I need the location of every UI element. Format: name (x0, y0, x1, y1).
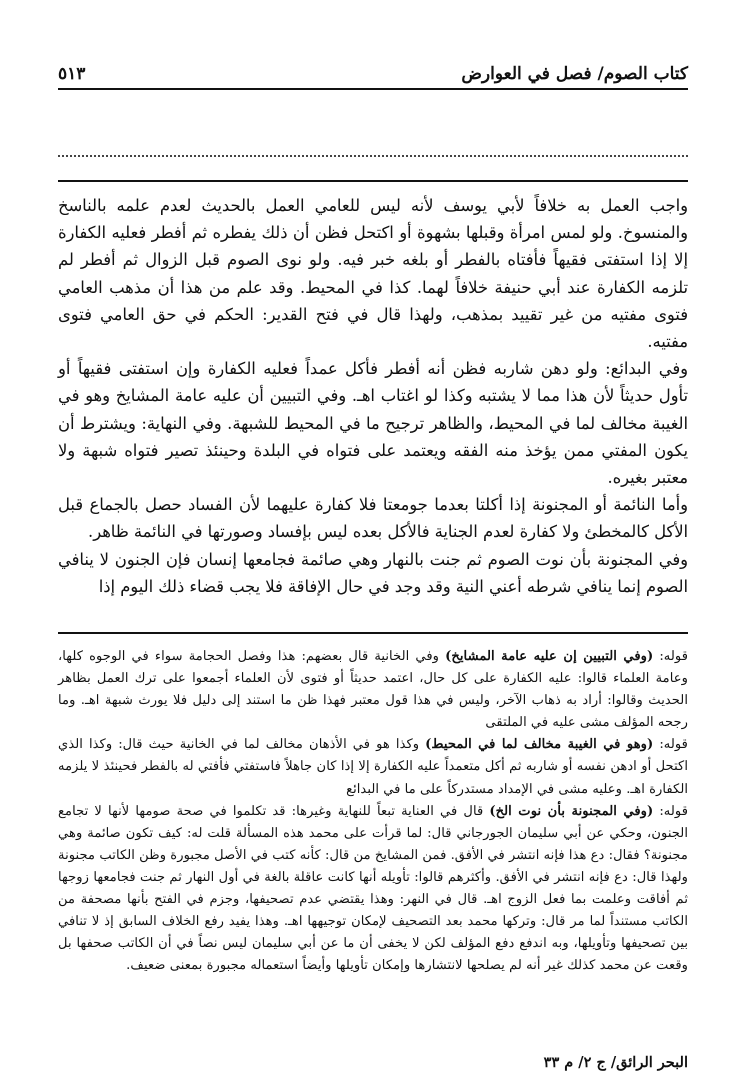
main-paragraph: وفي المجنونة بأن نوت الصوم ثم جنت بالنهار وهي صائمة فجامعها إنسان فإن الجنون لا ينافي الصوم إنما ينافي شرطه أعني النية وقد وجد في حال الإفاقة فلا يجب قضاء ذلك اليوم إذا (58, 549, 688, 596)
main-paragraph: واجب العمل به خلافاً لأبي يوسف لأنه ليس للعامي العمل بالحديث لعدم علمه بالناسخ والمنسوخ. ولو لمس امرأة وقبلها بشهوة أو اكتحل فظن أن ذلك يفطره ثم أفطر فعليه الكفارة إلا إذا استفتى فقيهاً فأفتاه بالفطر أو بلغه خبر فيه. ولو نوى الصوم قبل الزوال ثم أفطر لم تلزمه الكفارة عند أبي حنيفة خلافاً لهما. كذا في المحيط. وقد علم من هذا أن مذهب العامي فتوى مفتيه من غير تقييد بمذهب، ولهذا قال في فتح القدير: الحكم في حق العامي فتوى مفتيه. (58, 196, 688, 352)
chapter-title: كتاب الصوم/ فصل في العوارض (461, 64, 688, 84)
main-paragraph: وأما النائمة أو المجنونة إذا أكلتا بعدما جومعتا فلا كفارة عليهما لأن الفساد حصل بالجماع قبل الأكل كالمخطئ ولا كفارة لعدم الجناية فالأكل بعده ليس بإفساد وصورتها في النائمة ظاهر. (58, 495, 688, 542)
page-number: ٥١٣ (58, 64, 86, 84)
text-top-rule (58, 180, 688, 182)
note-text: قال في العناية تبعاً للنهاية وغيرها: قد تكلموا في صحة صومها لأنها لا تجامع الجنون، وحكي عن أبي سليمان الجورجاني قال: لما قرأت على محمد هذه المسألة قلت له: كيف تكون صائمة وهي مجنونة؟ فقال: دع هذا فإنه انتشر في الأفق. فمن المشايخ من قال: كأنه كتب في الأصل مجبورة وظن الكاتب مجنونة ولهذا قال: دع فإنه انتشر في الأفق. وأكثرهم قالوا: تأويله أنها كانت عاقلة بالغة في أول النهار ثم جنت فجامعها زوجها ثم أفاقت وعلمت بما فعل الزوج اهـ. قال في النهر: وهذا يقتضي عدم تصحيفها، وجزم في الفتح بأنها مصحفة من الكاتب مستنداً لما مر قال: وتركها محمد بعد التصحيف لإمكان توجيهها اهـ. وهذا يفيد رفع الخلاف السابق إذ لا تنافي بين تصحيفها وتأويلها، وبه اندفع دفع المؤلف لكن لا يخفى أن ما عن أبي سليمان ليس نصاً في أن الكاتب صحفها بل وقعت عن محمد كذلك غير أنه لم يصلحها لانتشارها وإمكان تأويلها وأيضاً استعماله مجبورة بمعنى ضعيف. (58, 803, 688, 974)
document-page (58, 52, 688, 1082)
commentary-note (58, 734, 688, 800)
note-keyword: (وهو في الغيبة مخالف لما في المحيط) (425, 737, 654, 753)
footnote-separator (58, 632, 688, 634)
main-text (58, 192, 688, 600)
note-prefix: قوله: (653, 649, 689, 664)
note-keyword: (وفي التبيين إن عليه عامة المشايخ) (445, 649, 654, 664)
dotted-rule (58, 155, 688, 157)
note-text: وفي الخانية قال بعضهم: هذا وفصل الحجامة سواء في الوجوه كلها، وعامة العلماء قالوا: عليه الكفارة على كل حال، اعتمد حديثاً أو فتوى لأن العلماء أجمعوا على ترك العمل بظاهر الحديث وقالوا: أراد به ذهاب الآخر، وليس في هذا قول معتبر فهذا ظن ما استند إلى دليل فلا يورث شبهة اهـ. وما رجحه المؤلف مشى عليه في الملتقى (58, 649, 688, 731)
book-reference: البحر الرائق/ ج ٢/ م ٣٣ (543, 1054, 688, 1071)
note-keyword: (وفي المجنونة بأن نوت الخ) (489, 803, 654, 819)
running-header (58, 52, 688, 84)
main-paragraph: وفي البدائع: ولو دهن شاربه فظن أنه أفطر فأكل عمداً فعليه الكفارة وإن استفتى فقيهاً أو تأول حديثاً لأن هذا مما لا يشتبه وكذا لو اغتاب اهـ. وفي التبيين أن عليه عامة المشايخ وهو في الغيبة مخالف لما في المحيط، والظاهر ترجيح ما في المحيط للشبهة. وفي النهاية: ويشترط أن يكون المفتي ممن يؤخذ منه الفقه ويعتمد على فتواه في البلدة وحينئذ تصير فتواه شبهة ولا معتبر بغيره. (58, 359, 688, 488)
note-prefix: قوله: (653, 737, 688, 753)
commentary-note (58, 646, 688, 734)
commentary-note (58, 801, 688, 978)
note-prefix: قوله: (653, 803, 689, 819)
commentary-notes (58, 646, 688, 977)
note-text: وكذا هو في الأذهان مخالف لما في الخانية حيث قال: وكذا الذي اكتحل أو ادهن نفسه أو شاربه ثم أكل متعمداً عليه الكفارة إلا إذا كان جاهلاً فاستفتي فأفتي له بالفطر فحينئذ لا يلزمه الكفارة اهـ. وعليه مشى في الإمداد مستدركاً على ما في البدائع (58, 737, 688, 797)
header-rule (58, 88, 688, 90)
